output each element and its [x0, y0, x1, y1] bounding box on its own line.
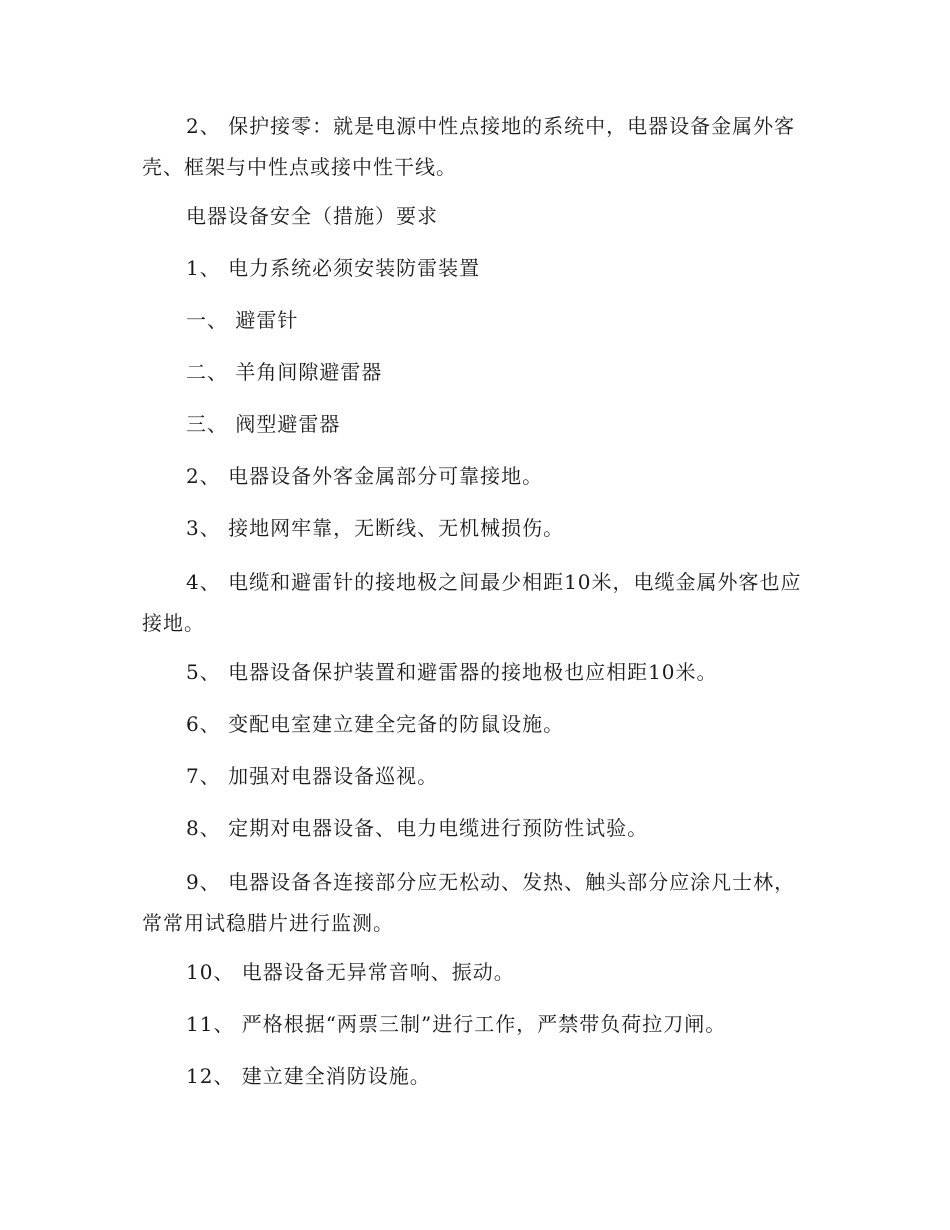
list-item-11: 11、 严格根据“两票三制”进行工作，严禁带负荷拉刀闸。 — [186, 1012, 727, 1036]
list-item-12: 12、 建立建全消防设施。 — [186, 1064, 431, 1088]
list-item-5: 5、 电器设备保护装置和避雷器的接地极也应相距10米。 — [186, 660, 718, 684]
paragraph-protective-zeroing: 2、 保护接零：就是电源中性点接地的系统中，电器设备金属外客壳、框架与中性点或接中性干线。 — [142, 114, 796, 179]
list-item-7: 7、 加强对电器设备巡视。 — [186, 764, 439, 788]
sub-item-3: 三、 阀型避雷器 — [186, 412, 341, 436]
sub-item-2: 二、 羊角间隙避雷器 — [186, 360, 383, 384]
list-item-3: 3、 接地网牢靠，无断线、无机械损伤。 — [186, 516, 565, 540]
section-heading-safety-requirements: 电器设备安全（措施）要求 — [186, 204, 438, 228]
list-item-10: 10、 电器设备无异常音响、振动。 — [186, 960, 515, 984]
list-item-8: 8、 定期对电器设备、电力电缆进行预防性试验。 — [186, 816, 649, 840]
list-item-2: 2、 电器设备外客金属部分可靠接地。 — [186, 464, 544, 488]
list-item-1: 1、 电力系统必须安装防雷装置 — [186, 256, 481, 280]
list-item-6: 6、 变配电室建立建全完备的防鼠设施。 — [186, 712, 565, 736]
list-item-9: 9、 电器设备各连接部分应无松动、发热、触头部分应涂凡士林，常常用试稳腊片进行监测。 — [142, 870, 796, 935]
list-item-4: 4、 电缆和避雷针的接地极之间最少相距10米，电缆金属外客也应接地。 — [142, 570, 802, 635]
sub-item-1: 一、 避雷针 — [186, 308, 299, 332]
